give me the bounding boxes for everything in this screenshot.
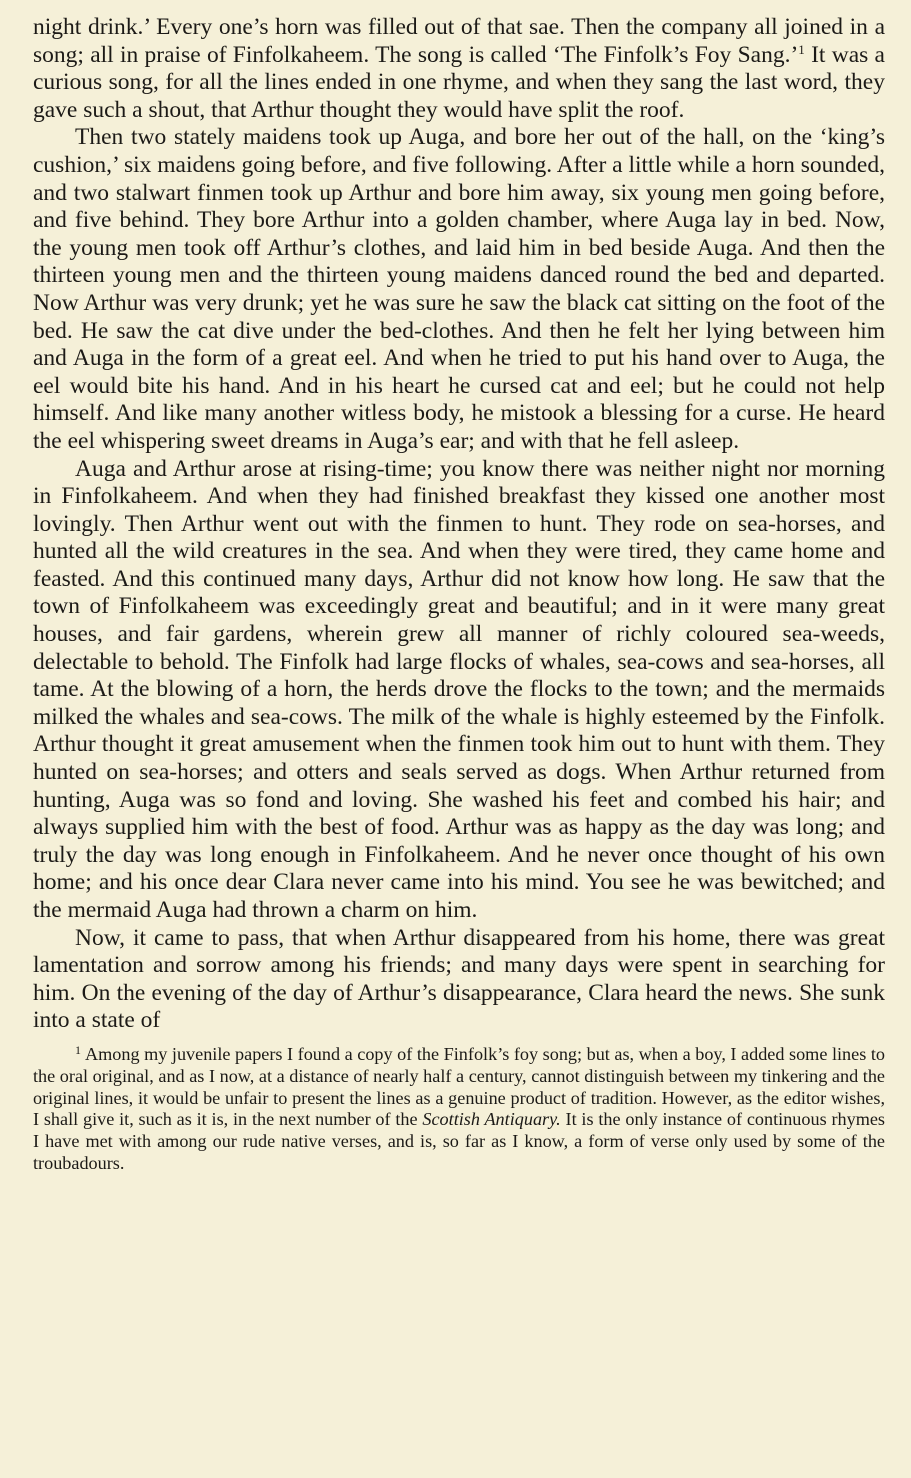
- footnote-text-b: It is the only instance of continuous rhymes I have met with among our rude native verses, and is, so far as I know, a form of verse only used by some of the troubadours.: [33, 1109, 885, 1173]
- paragraph-3: Auga and Arthur arose at rising-time; you know there was neither night nor morning in Finfolkaheem. And when they had finished breakfast they kissed one another most lovingly. Then Arthur went out with the finmen to hunt. They rode on sea-horses, and hunted all the wild creatures in the sea. And when they were tired, they came home and feasted. And this continued many days, Arthur did not know how long. He saw that the town of Finfolkaheem was exceedingly great and beautiful; and in it were many great houses, and fair gardens, wherein grew all manner of richly coloured sea-weeds, delectable to behold. The Finfolk had large flocks of whales, sea-cows and sea-horses, all tame. At the blowing of a horn, the herds drove the flocks to the town; and the mermaids milked the whales and sea-cows. The milk of the whale is highly esteemed by the Finfolk. Arthur thought it great amusement when the finmen took him out to hunt with them. They hunted on sea-horses; and otters and seals served as dogs. When Arthur returned from hunting, Auga was so fond and loving. She washed his feet and combed his hair; and always supplied him with the best of food. Arthur was as happy as the day was long; and truly the day was long enough in Finfolkaheem. And he never once thought of his own home; and his once dear Clara never came into his mind. You see he was bewitched; and the mermaid Auga had thrown a charm on him.: [33, 455, 885, 923]
- footnote-text-a: Among my juvenile papers I found a copy of the Finfolk’s foy song; but as, when a boy, I added some lines to the oral original, and as I now, at a distance of nearly half a century, cannot distinguish between my tinkering and the original lines, it would be unfair to present the lines as a genuine product of tradition. However, as the editor wishes, I shall give it, such as it is, in the next number of the: [33, 1043, 885, 1130]
- footnote-marker: 1: [75, 1042, 81, 1057]
- paragraph-1-text-a: night drink.’ Every one’s horn was filled out of that sae. Then the company all joined in a song; all in praise of Finfolkaheem. The song is called ‘The Finfolk’s Foy Sang.’: [33, 14, 885, 68]
- paragraph-1: [33, 14, 885, 124]
- body-text: [33, 14, 885, 1035]
- footnote: [33, 1044, 885, 1175]
- paragraph-2: Then two stately maidens took up Auga, and bore her out of the hall, on the ‘king’s cushion,’ six maidens going before, and five following. After a little while a horn sounded, and two stalwart finmen took up Arthur and bore him away, six young men going before, and five behind. They bore Arthur into a golden chamber, where Auga lay in bed. Now, the young men took off Arthur’s clothes, and laid him in bed beside Auga. And then the thirteen young men and the thirteen young maidens danced round the bed and departed. Now Arthur was very drunk; yet he was sure he saw the black cat sitting on the foot of the bed. He saw the cat dive under the bed-clothes. And then he felt her lying between him and Auga in the form of a great eel. And when he tried to put his hand over to Auga, the eel would bite his hand. And in his heart he cursed cat and eel; but he could not help himself. And like many another witless body, he mistook a blessing for a curse. He heard the eel whispering sweet dreams in Auga’s ear; and with that he fell asleep.: [33, 124, 885, 454]
- footnote-reference: 1: [798, 41, 805, 57]
- paragraph-1-text-b: It was a curious song, for all the lines ended in one rhyme, and when they sang the last word, they gave such a shout, that Arthur thought they would have split the roof.: [33, 41, 885, 123]
- paragraph-4: Now, it came to pass, that when Arthur disappeared from his home, there was great lamentation and sorrow among his friends; and many days were spent in searching for him. On the evening of the day of Arthur’s disappearance, Clara heard the news. She sunk into a state of: [33, 924, 885, 1034]
- footnote-journal-title: Scottish Antiquary.: [422, 1109, 561, 1130]
